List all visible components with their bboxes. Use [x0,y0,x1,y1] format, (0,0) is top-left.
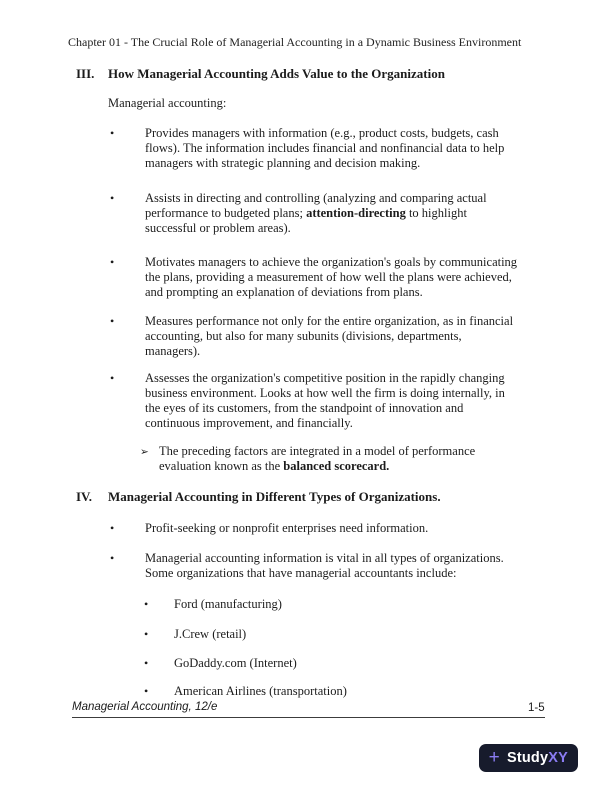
bullet-icon: • [110,314,115,328]
bullet-line: flows). The information includes financial and nonfinancial data to help [145,141,505,155]
sub-bullet-text [159,444,475,474]
section3-number: III. [76,66,95,81]
section3-title: How Managerial Accounting Adds Value to the Organization [108,66,445,81]
bullet-icon: • [144,656,149,670]
example-item-american-airlines [144,684,347,699]
bullet-item [110,371,505,431]
bullet-line: successful or problem areas). [145,221,291,235]
bullet-line: J.Crew (retail) [174,627,247,641]
bullet-line: Ford (manufacturing) [174,597,282,611]
bold-term: balanced scorecard. [283,459,390,473]
bullet-item [110,551,504,581]
bullet-line: The preceding factors are integrated in a model of performance [159,444,476,458]
example-text [174,597,282,612]
example-item-jcrew [144,627,246,642]
bullet-item [110,126,504,171]
bullet-text [145,126,504,171]
bullet-line [145,206,487,221]
brand-name-accent: XY [548,750,568,766]
footer-book-title: Managerial Accounting, 12/e [72,701,218,713]
bullet-icon: • [110,371,115,385]
example-text [174,684,347,699]
bullet-icon: • [110,191,115,205]
bullet-text [145,191,487,236]
bullet-line: American Airlines (transportation) [174,684,347,698]
sub-bullet-item [140,444,475,474]
bold-term: attention-directing [306,206,406,220]
arrow-bullet-icon: ➢ [140,446,149,458]
bullet-icon: • [110,551,115,565]
bullet-item [110,255,517,300]
bullet-line-segment: evaluation known as the [159,459,284,473]
bullet-icon: • [144,597,149,611]
example-item-ford [144,597,282,612]
bullet-line: Profit-seeking or nonprofit enterprises need information. [145,521,429,535]
example-text [174,656,297,671]
bullet-text [145,371,505,431]
bullet-line: the eyes of its customers, from the standpoint of innovation and [145,401,464,415]
bullet-line: Motivates managers to achieve the organization's goals by communicating [145,255,518,269]
section3-heading [76,66,445,82]
bullet-line: Measures performance not only for the entire organization, as in financial [145,314,514,328]
bullet-line: the plans, providing a measurement of how well the plans were achieved, [145,270,512,284]
bullet-line [159,459,475,474]
bullet-line: Managerial accounting information is vital in all types of organizations. [145,551,504,565]
bullet-text [145,521,428,536]
bullet-icon: • [110,126,115,140]
bullet-line: Assists in directing and controlling (analyzing and comparing actual [145,191,487,205]
bullet-item [110,521,428,536]
bullet-item [110,191,487,236]
bullet-line: and prompting an explanation of deviations from plans. [145,285,423,299]
bullet-text [145,255,517,300]
bullet-line: Assesses the organization's competitive position in the rapidly changing [145,371,505,385]
bullet-line: accounting, but also for many subunits (divisions, departments, [145,329,462,343]
brand-name-primary: Study [506,750,549,766]
section3-intro: Managerial accounting: [108,96,227,110]
section4-heading [76,489,441,505]
bullet-line: managers with strategic planning and decision making. [145,156,421,170]
bullet-item [110,314,513,359]
section4-title: Managerial Accounting in Different Types of Organizations. [108,489,441,504]
bullet-line: GoDaddy.com (Internet) [174,656,297,670]
example-item-godaddy [144,656,297,671]
bullet-line: continuous improvement, and financially. [145,416,353,430]
bullet-icon: • [144,627,149,641]
bullet-line: managers). [145,344,201,358]
plus-icon: + [488,746,500,768]
footer-page-number: 1-5 [528,702,545,714]
bullet-icon: • [110,521,115,535]
bullet-line-segment: to highlight [405,206,467,220]
footer-divider [72,717,545,718]
example-text [174,627,246,642]
bullet-line: Some organizations that have managerial accountants include: [145,566,457,580]
section4-number: IV. [76,489,93,504]
bullet-text [145,551,504,581]
bullet-line: Provides managers with information (e.g., product costs, budgets, cash [145,126,499,140]
studyxy-logo-badge [479,744,578,772]
running-header: Chapter 01 - The Crucial Role of Managerial Accounting in a Dynamic Business Environment [68,35,522,49]
bullet-line: business environment. Looks at how well the firm is doing internally, in [145,386,505,400]
bullet-icon: • [110,255,115,269]
bullet-line-segment: performance to budgeted plans; [145,206,307,220]
bullet-text [145,314,513,359]
bullet-icon: • [144,684,149,698]
